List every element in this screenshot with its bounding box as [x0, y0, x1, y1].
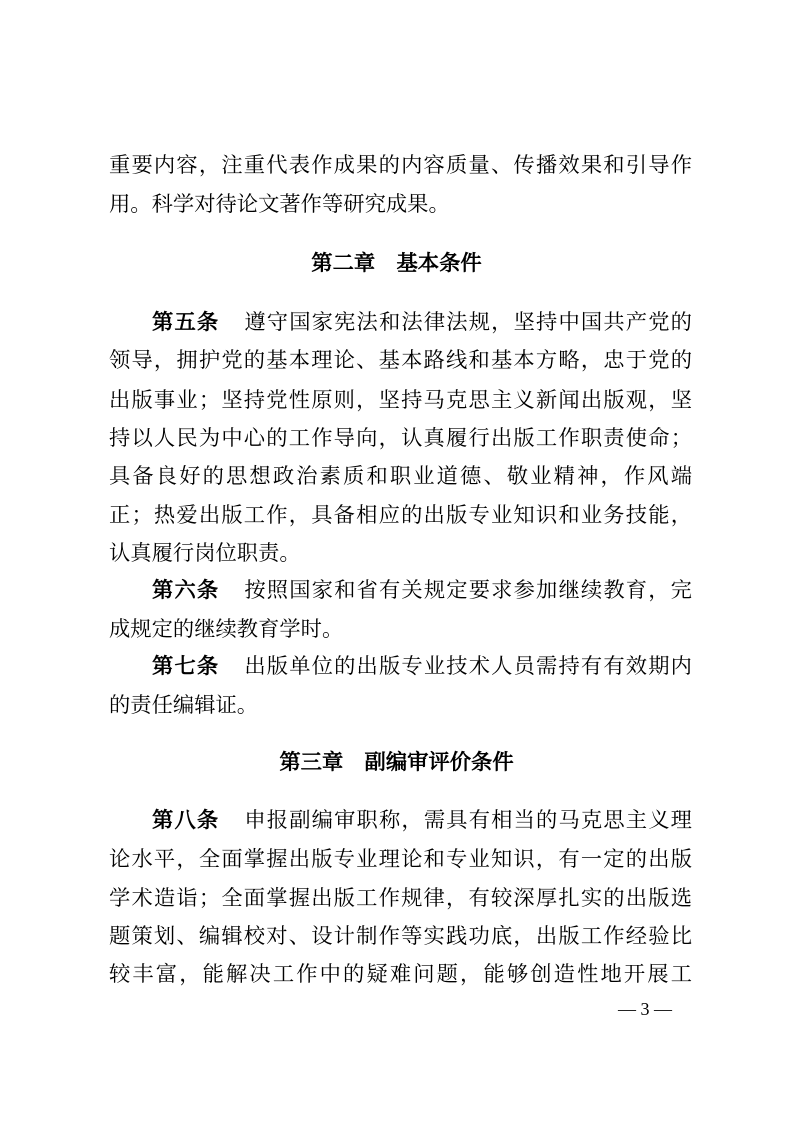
- paragraph-line: 论水平，全面掌握出版专业理论和专业知识，有一定的出版: [109, 847, 692, 872]
- paragraph-line: 持以人民为中心的工作导向，认真履行出版工作职责使命；: [109, 426, 692, 451]
- chapter-3-heading: 第三章 副编审评价条件: [279, 750, 514, 775]
- paragraph-line: 题策划、编辑校对、设计制作等实践功底，出版工作经验比: [109, 924, 692, 949]
- article-7-text: 出版单位的出版专业技术人员需持有有效期内: [244, 654, 692, 679]
- article-7-label: 第七条: [152, 654, 220, 679]
- paragraph-line: 重要内容，注重代表作成果的内容质量、传播效果和引导作: [109, 153, 692, 178]
- paragraph-line: 成规定的继续教育学时。: [109, 617, 344, 642]
- article-7-first-line: [152, 652, 692, 682]
- paragraph-line: 领导，拥护党的基本理论、基本路线和基本方略，忠于党的: [109, 348, 692, 373]
- paragraph-line: 学术造诣；全面掌握出版工作规律，有较深厚扎实的出版选: [109, 886, 692, 911]
- article-8-text: 申报副编审职称，需具有相当的马克思主义理: [244, 808, 692, 833]
- paragraph-line: 的责任编辑证。: [109, 693, 259, 718]
- article-6-text: 按照国家和省有关规定要求参加继续教育，完: [244, 578, 692, 603]
- paragraph-line: 较丰富，能解决工作中的疑难问题，能够创造性地开展工: [109, 962, 692, 987]
- chapter-2-heading: 第二章 基本条件: [311, 251, 482, 276]
- paragraph-line: 具备良好的思想政治素质和职业道德、敬业精神，作风端: [109, 464, 692, 489]
- article-5-text: 遵守国家宪法和法律法规，坚持中国共产党的: [244, 310, 692, 335]
- page-number: — 3 —: [618, 999, 672, 1019]
- article-8-first-line: [152, 806, 692, 836]
- paragraph-line: 正；热爱出版工作，具备相应的出版专业知识和业务技能，: [109, 503, 692, 528]
- paragraph-line: 出版事业；坚持党性原则，坚持马克思主义新闻出版观，坚: [109, 388, 692, 413]
- article-6-first-line: [152, 576, 692, 606]
- article-8-label: 第八条: [152, 808, 220, 833]
- article-6-label: 第六条: [152, 578, 220, 603]
- article-5-label: 第五条: [152, 310, 220, 335]
- paragraph-line: 用。科学对待论文著作等研究成果。: [109, 192, 450, 217]
- paragraph-line: 认真履行岗位职责。: [109, 541, 301, 566]
- article-5-first-line: [152, 308, 692, 338]
